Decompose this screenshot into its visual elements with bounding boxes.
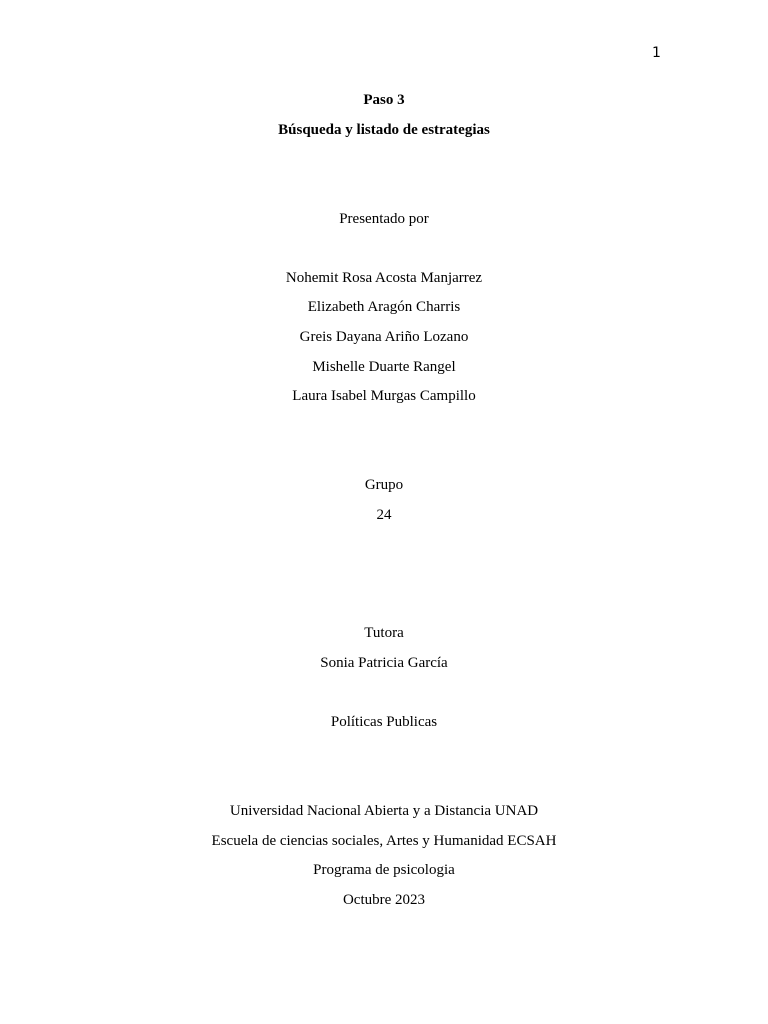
document-title: Búsqueda y listado de estrategias	[278, 122, 490, 138]
page-number: 1	[652, 45, 661, 61]
university-name: Universidad Nacional Abierta y a Distancia UNAD	[229, 803, 539, 819]
author-name: Greis Dayana Ariño Lozano	[299, 329, 469, 345]
author-name: Mishelle Duarte Rangel	[312, 359, 456, 375]
presented-by-label: Presentado por	[339, 211, 429, 227]
group-label: Grupo	[364, 477, 404, 493]
program-name: Programa de psicologia	[313, 862, 455, 878]
author-name: Nohemit Rosa Acosta Manjarrez	[285, 270, 483, 286]
document-date: Octubre 2023	[342, 892, 426, 908]
document-step-title: Paso 3	[363, 92, 405, 108]
tutor-name: Sonia Patricia García	[320, 655, 448, 671]
author-name: Laura Isabel Murgas Campillo	[292, 388, 476, 404]
course-name: Políticas Publicas	[330, 714, 438, 730]
school-name: Escuela de ciencias sociales, Artes y Humanidad ECSAH	[211, 833, 557, 849]
tutor-label: Tutora	[364, 625, 404, 641]
group-number: 24	[376, 507, 392, 523]
author-name: Elizabeth Aragón Charris	[307, 299, 461, 315]
